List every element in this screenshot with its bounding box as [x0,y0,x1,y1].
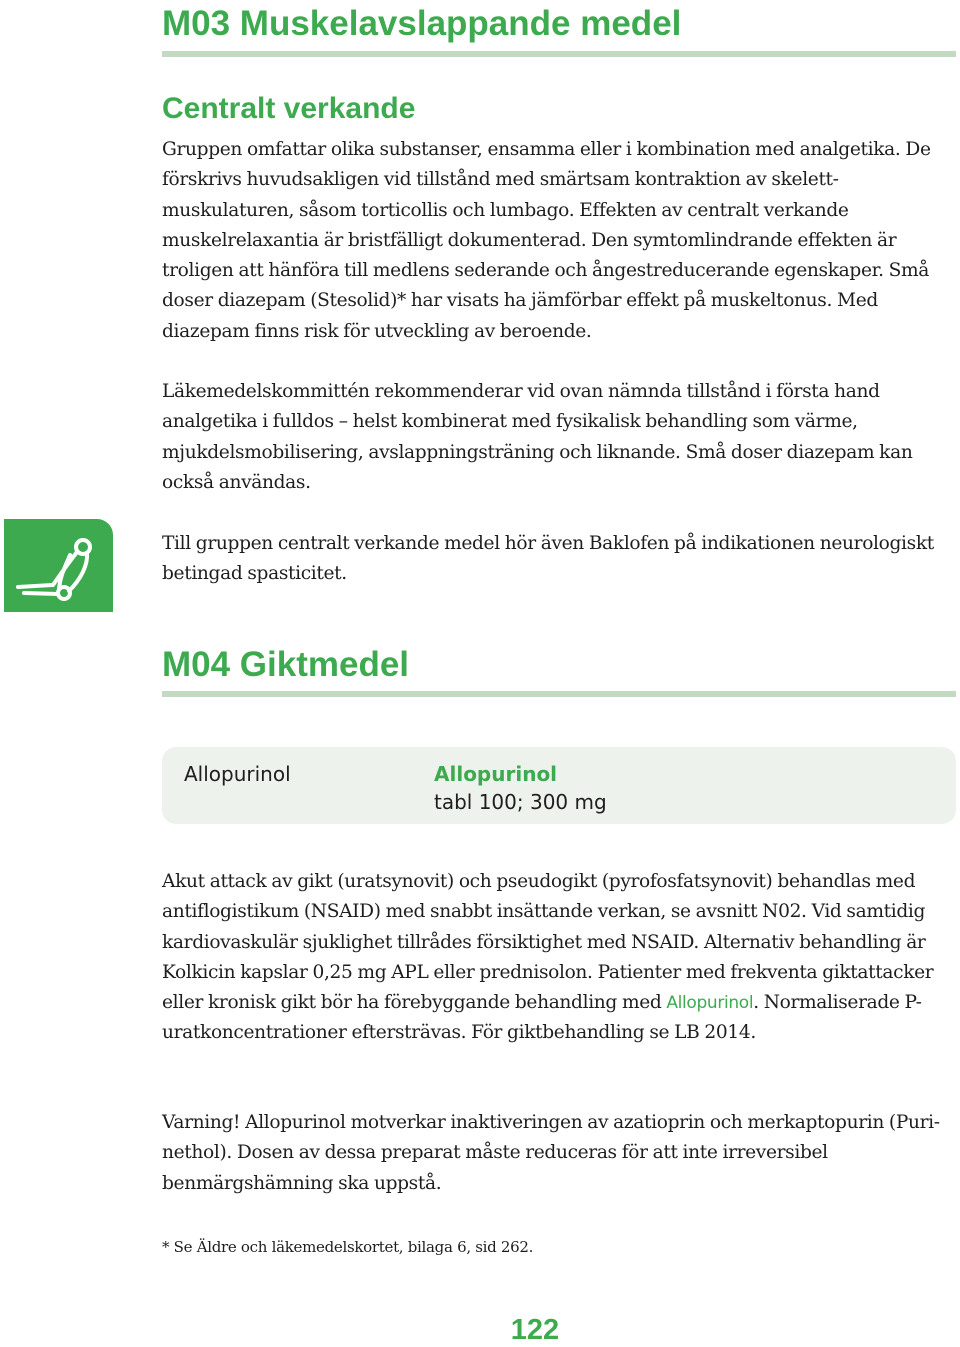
section-rule-m04 [162,691,956,697]
section-title-m04: M04 Giktmedel [162,645,410,684]
footnote: * Se Äldre och läkemedelskortet, bilaga 6, sid 262. [162,1238,534,1256]
drug-brand-name: Allopurinol [434,762,558,786]
drug-generic-name: Allopurinol [184,762,291,786]
drug-recommendation-box [162,747,956,824]
m03-paragraph-3: Till gruppen centralt verkande medel hör även Baklofen på indikationen neurologiskt betingad spasticitet. [162,533,934,585]
section-title-m03: M03 Muskelavslappande medel [162,4,682,43]
m04-inline-brand: Allopurinol [666,993,754,1014]
page-number: 122 [510,1314,560,1346]
m04-paragraph-1-start: Akut attack av gikt (uratsynovit) och pseudogikt (pyrofosfatsynovit) behandlas med antiflogistikum (NSAID) med snabbt insättande verkan, se avsnitt N02. Vid samtidig kardiovaskulär sjuklighet tillrådes försiktighet med NSAID. Alternativ behandling är Kolkicin kapslar 0,25 mg APL eller prednisolon. Patienter med frekventa giktattacker eller kronisk gikt bör ha förebyggande behandling med [162,871,934,1014]
m03-paragraph-1: Gruppen omfattar olika substanser, ensamma eller i kombination med analgetika. De förskrivs huvudsakligen vid tillstånd med smärtsam kontraktion av skelett-muskulaturen, såsom torticollis och lumbago. Effekten av centralt verkande muskelrelaxantia är bristfälligt dokumenterad. Den symtomlindrande effekten är troligen att hänföra till medlens sederande och ångestreducerande egenskaper. Små doser diazepam (Stesolid)* har visats ha jämförbar effekt på muskeltonus. Med diazepam finns risk för utveckling av beroende. [162,139,931,342]
m04-paragraph-1-end: . Normaliserade P-uratkoncentrationer eftersträvas. För giktbehandling se LB 2014. [162,992,922,1044]
m04-paragraph-1 [162,867,958,1049]
subsection-title-centralt-verkande: Centralt verkande [162,92,416,125]
drug-brand-info [434,760,607,816]
muscle-arm-icon [4,519,113,612]
m04-paragraph-2: Varning! Allopurinol motverkar inaktiveringen av azatioprin och merkaptopurin (Puri-nethol). Dosen av dessa preparat måste reduceras för att inte irreversibel benmärgshämning ska uppstå. [162,1112,940,1194]
drug-form: tabl 100; 300 mg [434,790,607,814]
m03-paragraph-2: Läkemedelskommittén rekommenderar vid ovan nämnda tillstånd i första hand analgetika i fulldos – helst kombinerat med fysikalisk behandling som värme, mjukdelsmobilisering, avslappningsträning och liknande. Små doser diazepam kan också användas. [162,381,913,493]
section-rule-m03 [162,51,956,57]
